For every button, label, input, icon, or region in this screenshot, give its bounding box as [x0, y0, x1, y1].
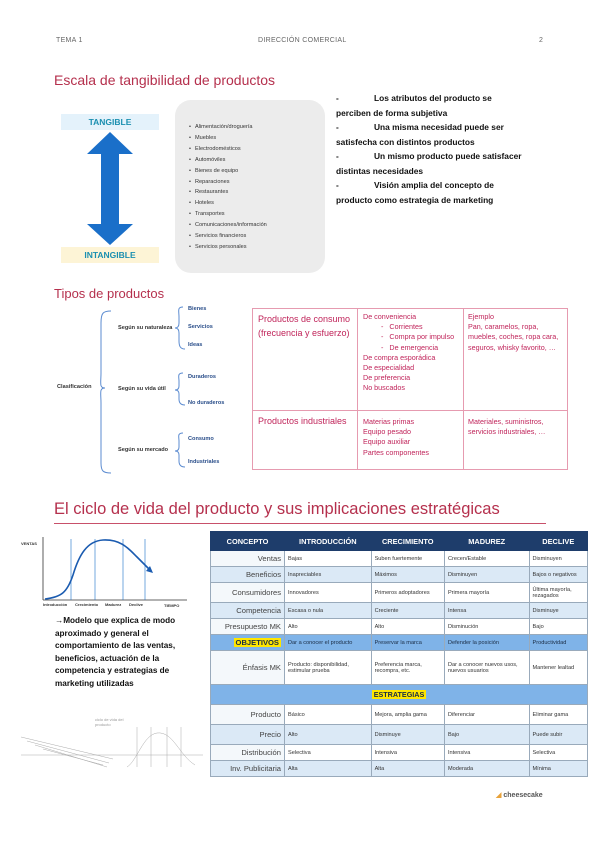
attributes-list — [336, 91, 526, 207]
tree-leaf: Bienes — [188, 306, 207, 312]
industrial-types: Materias primas Equipo pesado Equipo auxiliar Partes componentes — [363, 417, 429, 457]
table-row — [211, 651, 588, 685]
table-cell: Disminuyen — [444, 567, 529, 583]
list-item: • Alimentación/droguería — [189, 122, 267, 133]
table-cell: Preservar la marca — [371, 635, 444, 651]
brand-logo: ◢ cheesecake — [496, 792, 543, 799]
cheesecake-icon: ◢ — [496, 792, 502, 799]
attribute-item: - Un mismo producto puede satisfacer distintas necesidades — [336, 151, 522, 176]
table-cell: Alto — [285, 619, 372, 635]
table-cell: Mínima — [529, 761, 588, 777]
table-cell: Escasa o nula — [285, 603, 372, 619]
table-cell: Defender la posición — [444, 635, 529, 651]
table-cell: Innovadores — [285, 583, 372, 603]
row-label: Ventas — [211, 551, 285, 567]
table-cell: Última mayoría, rezagados — [529, 583, 588, 603]
table-cell: Intensa — [444, 603, 529, 619]
table-cell: Selectiva — [285, 745, 372, 761]
table-cell: Primera mayoría — [444, 583, 529, 603]
chart-x-label: TIEMPO — [164, 603, 180, 608]
table-cell: Alto — [285, 725, 372, 745]
industrial-title: Productos industriales — [258, 416, 347, 426]
list-item: • Bienes de equipo — [189, 166, 267, 177]
tree-leaf: Duraderos — [188, 374, 216, 380]
row-label: Consumidores — [211, 583, 285, 603]
table-cell: Eliminar gama — [529, 705, 588, 725]
list-item: • Muebles — [189, 133, 267, 144]
page-number: 2 — [539, 37, 544, 44]
row-label: Distribución — [211, 745, 285, 761]
lifecycle-curve — [17, 531, 189, 613]
list-item: • Servicios personales — [189, 242, 267, 253]
table-row — [211, 567, 588, 583]
table-cell: Disminución — [444, 619, 529, 635]
table-cell: Preferencia marca, recompra, etc. — [371, 651, 444, 685]
tree-root: Clasificación — [57, 384, 92, 390]
thumbnail-label: ciclo de vida del producto — [95, 717, 124, 727]
intangible-label: INTANGIBLE — [61, 247, 159, 263]
attribute-item: - Una misma necesidad puede ser satisfecha con distintos productos — [336, 122, 504, 147]
table-cell: Mejora, amplia gama — [371, 705, 444, 725]
tree-leaf: Industriales — [188, 459, 220, 465]
double-arrow-icon — [55, 108, 165, 270]
industrial-example: Materiales, suministros, servicios industriales, … — [468, 417, 546, 437]
table-cell: Disminuyen — [529, 551, 588, 567]
section-divider — [54, 523, 546, 524]
row-label: Competencia — [211, 603, 285, 619]
tree-branch: Según su naturaleza — [118, 325, 173, 331]
tree-leaf: Consumo — [188, 436, 214, 442]
table-cell: Moderada — [444, 761, 529, 777]
column-header: INTRODUCCIÓN — [285, 532, 372, 551]
header-left: TEMA 1 — [56, 37, 83, 44]
table-cell: ESTRATEGIAS — [211, 685, 588, 705]
attribute-item: - Visión amplia del concepto de producto como estrategia de marketing — [336, 180, 494, 205]
column-header: DECLIVE — [529, 532, 588, 551]
lifecycle-chart — [17, 531, 189, 613]
table-row — [211, 603, 588, 619]
tree-leaf: Ideas — [188, 342, 203, 348]
table-row — [211, 619, 588, 635]
consumo-types: De conveniencia - Corrientes - Compra por impulso - De emergencia De compra esporádica De especialidad De preferencia No buscados — [363, 312, 455, 393]
phase-label: Crecimiento — [75, 602, 99, 607]
column-header: CONCEPTO — [211, 532, 285, 551]
table-cell: Disminuye — [529, 603, 588, 619]
row-label: Precio — [211, 725, 285, 745]
table-cell: Dar a conocer nuevos usos, nuevos usuarios — [444, 651, 529, 685]
table-cell: Creciente — [371, 603, 444, 619]
table-cell: Selectiva — [529, 745, 588, 761]
estrategias-row — [211, 685, 588, 705]
table-cell: Bajas — [285, 551, 372, 567]
row-label: Énfasis MK — [211, 651, 285, 685]
lifecycle-table — [210, 531, 588, 777]
table-cell: Crecen/Estable — [444, 551, 529, 567]
table-cell: Primeros adoptadores — [371, 583, 444, 603]
table-cell: Mantener lealtad — [529, 651, 588, 685]
table-cell: Bajos o negativos — [529, 567, 588, 583]
section-title-types: Tipos de productos — [54, 286, 165, 301]
classification-tree — [55, 303, 235, 478]
table-cell: Diferenciar — [444, 705, 529, 725]
table-cell: Bajo — [529, 619, 588, 635]
row-label: Beneficios — [211, 567, 285, 583]
table-cell: Inapreciables — [285, 567, 372, 583]
table-cell: Intensiva — [444, 745, 529, 761]
table-cell: Puede subir — [529, 725, 588, 745]
product-scale-list — [175, 100, 325, 273]
section-title-lifecycle: El ciclo de vida del producto y sus implicaciones estratégicas — [54, 500, 500, 518]
table-cell: Básico — [285, 705, 372, 725]
phase-label: Introducción — [43, 602, 68, 607]
list-item: • Comunicaciones/información — [189, 220, 267, 231]
table-cell: Alto — [371, 619, 444, 635]
section-title-tangibility: Escala de tangibilidad de productos — [54, 72, 276, 88]
column-header: MADUREZ — [444, 532, 529, 551]
table-cell: Alta — [285, 761, 372, 777]
row-label: Presupuesto MK — [211, 619, 285, 635]
table-cell: Alta — [371, 761, 444, 777]
table-row — [211, 705, 588, 725]
list-item: • Transportes — [189, 209, 267, 220]
model-description: →Modelo que explica de modo aproximado y general el comportamiento de las ventas, beneficios, actuación de la competencia y estrategias de marketing utilizadas — [55, 616, 176, 688]
row-label: OBJETIVOS — [211, 635, 285, 651]
table-cell: Intensiva — [371, 745, 444, 761]
tree-branch: Según su vida útil — [118, 386, 166, 392]
table-cell: Dar a conocer el producto — [285, 635, 372, 651]
row-label: Inv. Publicitaria — [211, 761, 285, 777]
phase-label: Madurez — [105, 602, 122, 607]
table-cell: Suben fuertemente — [371, 551, 444, 567]
table-row — [211, 583, 588, 603]
objetivos-row — [211, 635, 588, 651]
consumo-title: Productos de consumo (frecuencia y esfuerzo) — [258, 314, 351, 338]
phase-label: Declive — [129, 602, 144, 607]
attribute-item: - Los atributos del producto se perciben de forma subjetiva — [336, 93, 492, 118]
tangible-label: TANGIBLE — [61, 114, 159, 130]
tree-branch: Según su mercado — [118, 447, 169, 453]
list-item: • Electrodomésticos — [189, 144, 267, 155]
table-row — [211, 725, 588, 745]
table-cell: Bajo — [444, 725, 529, 745]
table-row — [211, 761, 588, 777]
column-header: CRECIMIENTO — [371, 532, 444, 551]
list-item: • Reparaciones — [189, 177, 267, 188]
header-center: DIRECCIÓN COMERCIAL — [258, 37, 347, 44]
table-cell: Producto: disponibilidad, estimular prueba — [285, 651, 372, 685]
tree-leaf: No duraderos — [188, 400, 225, 406]
row-label: Producto — [211, 705, 285, 725]
tangibility-scale — [55, 108, 165, 270]
product-types-table — [252, 308, 568, 470]
table-cell: Máximos — [371, 567, 444, 583]
table-row — [211, 745, 588, 761]
lifecycle-thumbnail — [17, 715, 207, 769]
tree-leaf: Servicios — [188, 324, 213, 330]
table-row — [211, 551, 588, 567]
chart-y-label: VENTAS — [21, 541, 37, 546]
table-cell: Productividad — [529, 635, 588, 651]
table-cell: Disminuye — [371, 725, 444, 745]
consumo-example: Ejemplo Pan, caramelos, ropa, muebles, coches, ropa cara, seguros, whisky favorito, … — [468, 312, 559, 352]
list-item: • Servicios financieros — [189, 231, 267, 242]
list-item: • Restaurantes — [189, 187, 267, 198]
list-item: • Automóviles — [189, 155, 267, 166]
list-item: • Hoteles — [189, 198, 267, 209]
